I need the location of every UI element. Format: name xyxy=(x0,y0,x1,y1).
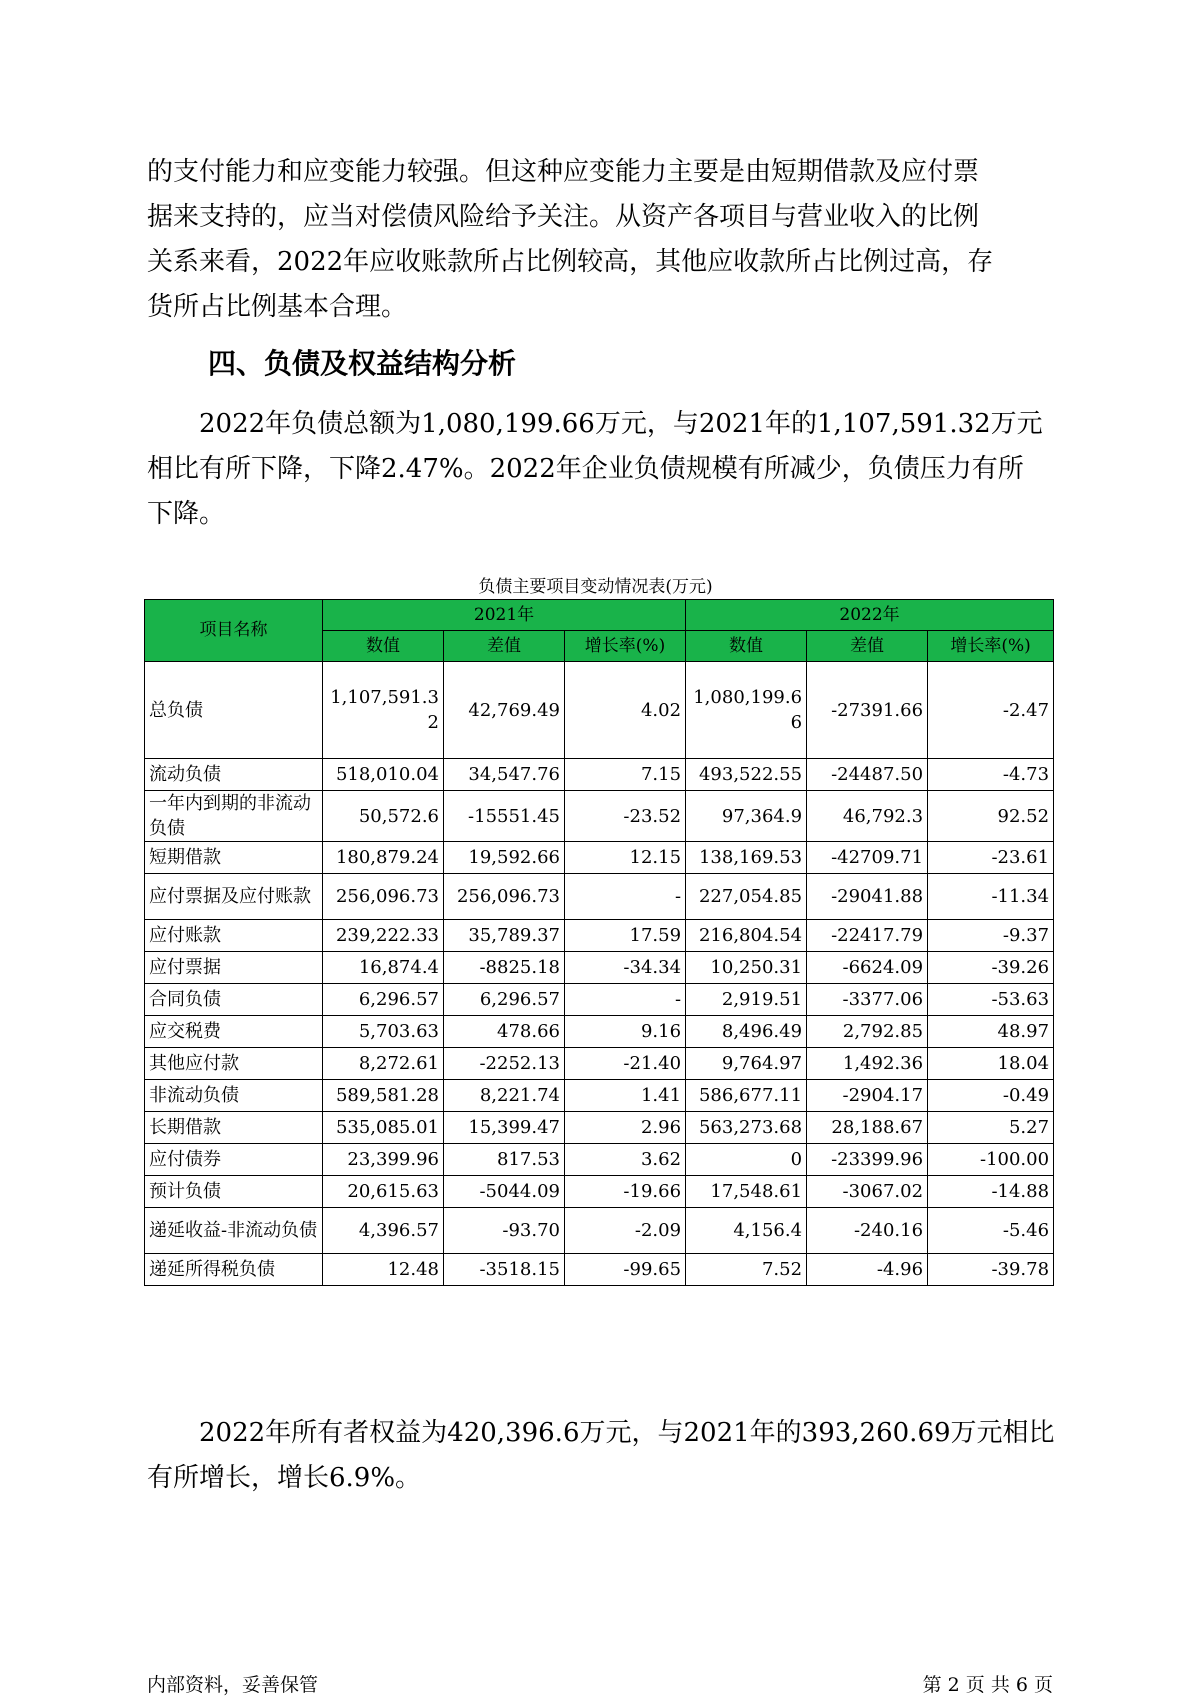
cell-2021-value: 256,096.73 xyxy=(323,874,444,920)
header-value: 数值 xyxy=(686,631,807,662)
cell-2022-value: 8,496.49 xyxy=(686,1016,807,1048)
header-rate: 增长率(%) xyxy=(928,631,1054,662)
cell-item-name: 其他应付款 xyxy=(145,1048,323,1080)
table-row xyxy=(145,874,1054,920)
cell-2022-diff: -2904.17 xyxy=(807,1080,928,1112)
table-row xyxy=(145,1176,1054,1208)
cell-2022-value: 97,364.9 xyxy=(686,791,807,842)
table-row xyxy=(145,842,1054,874)
cell-2022-diff: -27391.66 xyxy=(807,662,928,759)
header-year-2022: 2022年 xyxy=(686,600,1054,631)
cell-2022-rate: -9.37 xyxy=(928,920,1054,952)
cell-item-name: 应交税费 xyxy=(145,1016,323,1048)
table-row xyxy=(145,920,1054,952)
cell-2022-rate: -39.78 xyxy=(928,1254,1054,1286)
text-line: 2022年负债总额为1,080,199.66万元，与2021年的1,107,591.32万元 xyxy=(199,409,1043,439)
cell-item-name: 短期借款 xyxy=(145,842,323,874)
cell-2021-diff: 42,769.49 xyxy=(444,662,565,759)
cell-item-name: 递延所得税负债 xyxy=(145,1254,323,1286)
cell-2022-value: 1,080,199.66 xyxy=(686,662,807,759)
cell-2022-rate: -2.47 xyxy=(928,662,1054,759)
cell-2021-rate: -23.52 xyxy=(565,791,686,842)
cell-item-name: 应付票据 xyxy=(145,952,323,984)
cell-2022-diff: 28,188.67 xyxy=(807,1112,928,1144)
cell-2021-diff: -93.70 xyxy=(444,1208,565,1254)
header-year-2021: 2021年 xyxy=(323,600,686,631)
cell-2021-diff: 817.53 xyxy=(444,1144,565,1176)
cell-item-name: 一年内到期的非流动负债 xyxy=(145,791,323,842)
table-row xyxy=(145,1254,1054,1286)
table-row xyxy=(145,759,1054,791)
text-line: 相比有所下降，下降2.47%。2022年企业负债规模有所减少，负债压力有所 xyxy=(147,454,1024,484)
cell-2021-diff: 34,547.76 xyxy=(444,759,565,791)
liability-table xyxy=(144,599,1054,1286)
cell-2021-value: 50,572.6 xyxy=(323,791,444,842)
cell-2021-rate: -34.34 xyxy=(565,952,686,984)
cell-2022-rate: -4.73 xyxy=(928,759,1054,791)
cell-2022-rate: -0.49 xyxy=(928,1080,1054,1112)
cell-2022-diff: -29041.88 xyxy=(807,874,928,920)
cell-2022-value: 9,764.97 xyxy=(686,1048,807,1080)
cell-2022-diff: -4.96 xyxy=(807,1254,928,1286)
cell-2022-value: 586,677.11 xyxy=(686,1080,807,1112)
cell-2021-rate: 12.15 xyxy=(565,842,686,874)
header-diff: 差值 xyxy=(807,631,928,662)
table-row xyxy=(145,1048,1054,1080)
paragraph-solvency-summary xyxy=(147,150,1047,330)
cell-2022-diff: -22417.79 xyxy=(807,920,928,952)
cell-2021-diff: -3518.15 xyxy=(444,1254,565,1286)
cell-2021-value: 8,272.61 xyxy=(323,1048,444,1080)
cell-2021-rate: - xyxy=(565,874,686,920)
cell-2021-value: 4,396.57 xyxy=(323,1208,444,1254)
paragraph-equity xyxy=(147,1411,1055,1501)
cell-2021-rate: 2.96 xyxy=(565,1112,686,1144)
cell-2021-value: 20,615.63 xyxy=(323,1176,444,1208)
header-item-name: 项目名称 xyxy=(145,600,323,662)
cell-2022-diff: -240.16 xyxy=(807,1208,928,1254)
cell-item-name: 长期借款 xyxy=(145,1112,323,1144)
cell-2021-rate: - xyxy=(565,984,686,1016)
footer-page-number: 第 2 页 共 6 页 xyxy=(922,1674,1053,1696)
cell-2021-value: 180,879.24 xyxy=(323,842,444,874)
cell-2022-rate: -100.00 xyxy=(928,1144,1054,1176)
table-row xyxy=(145,791,1054,842)
text-line: 据来支持的，应当对偿债风险给予关注。从资产各项目与营业收入的比例 xyxy=(147,202,980,232)
cell-2022-diff: -6624.09 xyxy=(807,952,928,984)
cell-2021-diff: -5044.09 xyxy=(444,1176,565,1208)
cell-2022-value: 4,156.4 xyxy=(686,1208,807,1254)
cell-2021-diff: 15,399.47 xyxy=(444,1112,565,1144)
cell-2021-rate: 17.59 xyxy=(565,920,686,952)
table-row xyxy=(145,984,1054,1016)
cell-2022-value: 7.52 xyxy=(686,1254,807,1286)
cell-item-name: 递延收益-非流动负债 xyxy=(145,1208,323,1254)
cell-item-name: 预计负债 xyxy=(145,1176,323,1208)
cell-item-name: 流动负债 xyxy=(145,759,323,791)
cell-2022-value: 17,548.61 xyxy=(686,1176,807,1208)
section-heading: 四、负债及权益结构分析 xyxy=(208,347,517,380)
table-row xyxy=(145,1112,1054,1144)
text-line: 2022年所有者权益为420,396.6万元，与2021年的393,260.69万元相比 xyxy=(199,1418,1055,1448)
text-line: 下降。 xyxy=(147,499,226,529)
cell-2022-rate: -23.61 xyxy=(928,842,1054,874)
cell-2022-diff: 2,792.85 xyxy=(807,1016,928,1048)
table-row xyxy=(145,1016,1054,1048)
table-row xyxy=(145,662,1054,759)
cell-2022-rate: -14.88 xyxy=(928,1176,1054,1208)
cell-2022-diff: -42709.71 xyxy=(807,842,928,874)
cell-2022-value: 2,919.51 xyxy=(686,984,807,1016)
cell-2021-value: 5,703.63 xyxy=(323,1016,444,1048)
cell-2021-diff: -2252.13 xyxy=(444,1048,565,1080)
cell-2021-rate: -19.66 xyxy=(565,1176,686,1208)
cell-item-name: 合同负债 xyxy=(145,984,323,1016)
cell-2021-value: 16,874.4 xyxy=(323,952,444,984)
cell-2021-diff: -8825.18 xyxy=(444,952,565,984)
cell-2022-rate: 18.04 xyxy=(928,1048,1054,1080)
cell-2022-rate: -39.26 xyxy=(928,952,1054,984)
cell-2022-rate: 5.27 xyxy=(928,1112,1054,1144)
cell-2022-value: 227,054.85 xyxy=(686,874,807,920)
cell-2021-rate: -21.40 xyxy=(565,1048,686,1080)
cell-2022-value: 0 xyxy=(686,1144,807,1176)
cell-item-name: 总负债 xyxy=(145,662,323,759)
cell-2021-rate: 4.02 xyxy=(565,662,686,759)
cell-2022-diff: -3067.02 xyxy=(807,1176,928,1208)
cell-2021-diff: 8,221.74 xyxy=(444,1080,565,1112)
text-line: 有所增长，增长6.9%。 xyxy=(147,1463,422,1493)
cell-2021-diff: 6,296.57 xyxy=(444,984,565,1016)
footer-confidential-note: 内部资料，妥善保管 xyxy=(147,1674,319,1696)
table-row xyxy=(145,1144,1054,1176)
cell-2021-diff: 478.66 xyxy=(444,1016,565,1048)
cell-2021-value: 6,296.57 xyxy=(323,984,444,1016)
cell-item-name: 应付票据及应付账款 xyxy=(145,874,323,920)
table-header-row-years xyxy=(145,600,1054,631)
cell-2021-value: 589,581.28 xyxy=(323,1080,444,1112)
cell-2022-diff: -3377.06 xyxy=(807,984,928,1016)
cell-2021-rate: 7.15 xyxy=(565,759,686,791)
cell-item-name: 应付账款 xyxy=(145,920,323,952)
cell-2021-value: 239,222.33 xyxy=(323,920,444,952)
table-row xyxy=(145,1080,1054,1112)
cell-2022-value: 216,804.54 xyxy=(686,920,807,952)
cell-2022-value: 138,169.53 xyxy=(686,842,807,874)
text-line: 的支付能力和应变能力较强。但这种应变能力主要是由短期借款及应付票 xyxy=(147,157,980,187)
cell-2022-value: 563,273.68 xyxy=(686,1112,807,1144)
cell-2022-rate: 48.97 xyxy=(928,1016,1054,1048)
cell-2021-value: 23,399.96 xyxy=(323,1144,444,1176)
cell-2021-rate: 1.41 xyxy=(565,1080,686,1112)
cell-2022-diff: 46,792.3 xyxy=(807,791,928,842)
cell-item-name: 应付债券 xyxy=(145,1144,323,1176)
cell-2022-diff: 1,492.36 xyxy=(807,1048,928,1080)
table-caption: 负债主要项目变动情况表(万元) xyxy=(478,577,713,597)
header-rate: 增长率(%) xyxy=(565,631,686,662)
header-value: 数值 xyxy=(323,631,444,662)
cell-2021-diff: 19,592.66 xyxy=(444,842,565,874)
cell-2022-rate: 92.52 xyxy=(928,791,1054,842)
cell-item-name: 非流动负债 xyxy=(145,1080,323,1112)
cell-2022-rate: -11.34 xyxy=(928,874,1054,920)
cell-2021-value: 12.48 xyxy=(323,1254,444,1286)
cell-2021-diff: 35,789.37 xyxy=(444,920,565,952)
text-line: 关系来看，2022年应收账款所占比例较高，其他应收款所占比例过高，存 xyxy=(147,247,994,277)
cell-2022-value: 493,522.55 xyxy=(686,759,807,791)
text-line: 货所占比例基本合理。 xyxy=(147,292,408,322)
cell-2021-value: 1,107,591.32 xyxy=(323,662,444,759)
cell-2022-rate: -5.46 xyxy=(928,1208,1054,1254)
table-row xyxy=(145,952,1054,984)
cell-2022-rate: -53.63 xyxy=(928,984,1054,1016)
table-row xyxy=(145,1208,1054,1254)
cell-2021-diff: -15551.45 xyxy=(444,791,565,842)
paragraph-liability-total xyxy=(147,402,1047,537)
cell-2021-rate: -2.09 xyxy=(565,1208,686,1254)
cell-2021-value: 518,010.04 xyxy=(323,759,444,791)
cell-2021-rate: -99.65 xyxy=(565,1254,686,1286)
cell-2022-value: 10,250.31 xyxy=(686,952,807,984)
cell-2021-rate: 9.16 xyxy=(565,1016,686,1048)
cell-2022-diff: -24487.50 xyxy=(807,759,928,791)
cell-2021-value: 535,085.01 xyxy=(323,1112,444,1144)
cell-2022-diff: -23399.96 xyxy=(807,1144,928,1176)
cell-2021-diff: 256,096.73 xyxy=(444,874,565,920)
cell-2021-rate: 3.62 xyxy=(565,1144,686,1176)
header-diff: 差值 xyxy=(444,631,565,662)
